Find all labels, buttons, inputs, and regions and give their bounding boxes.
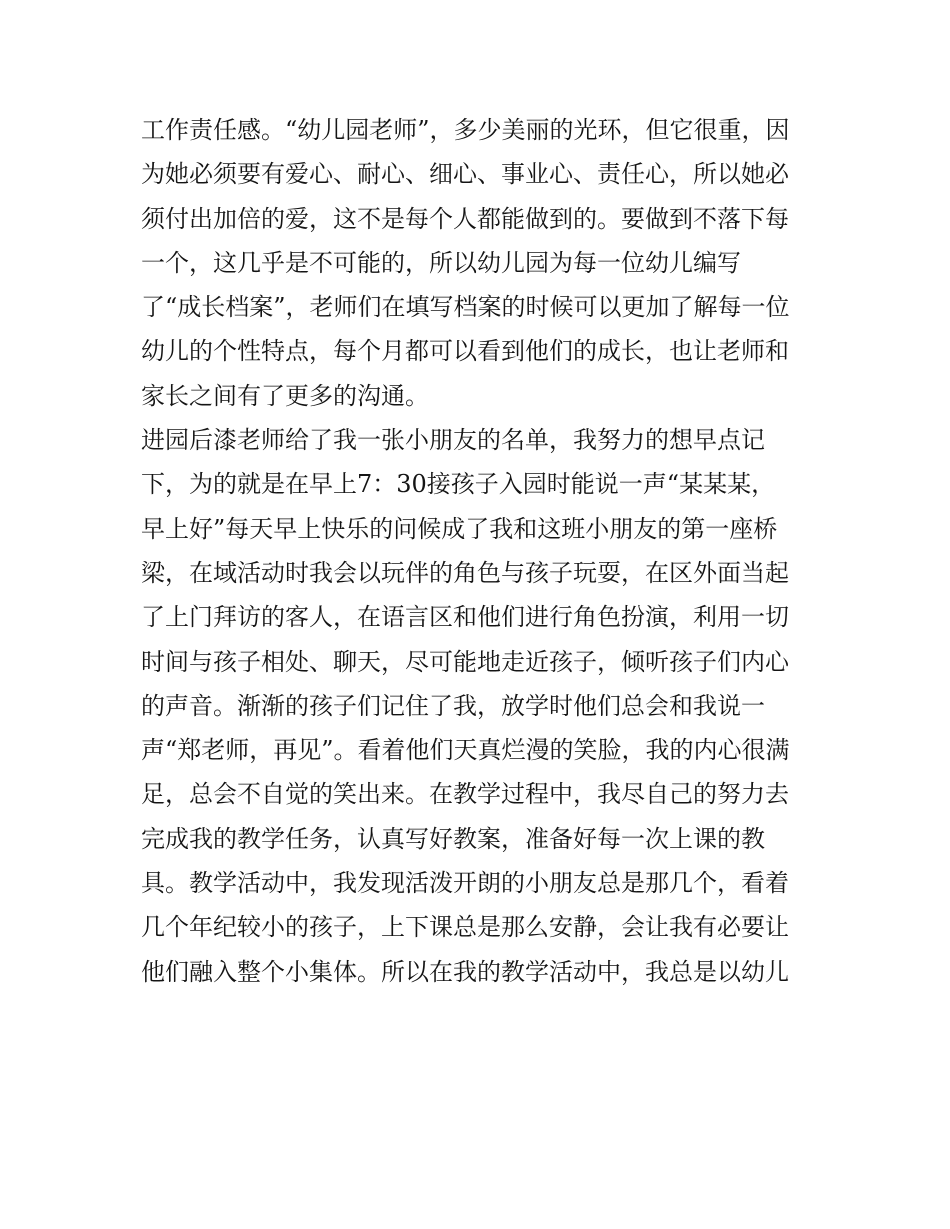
text-line: 梁，在域活动时我会以玩伴的角色与孩子玩耍，在区外面当起 [141,558,789,587]
text-line: 工作责任感。“幼儿园老师”，多少美丽的光环，但它很重，因 [141,116,790,144]
text-line: 了“成长档案”，老师们在填写档案的时候可以更加了解每一位 [141,293,790,322]
text-line: 须付出加倍的爱，这不是每个人都能做到的。要做到不落下每 [141,204,789,233]
text-line: 下，为的就是在早上7：30接孩子入园时能说一声“某某某， [141,470,776,499]
text-line: 幼儿的个性特点，每个月都可以看到他们的成长，也让老师和 [141,337,789,366]
text-line: 他们融入整个小集体。所以在我的教学活动中，我总是以幼儿 [141,957,789,986]
text-line: 一个，这几乎是不可能的，所以幼儿园为每一位幼儿编写 [141,248,741,277]
text-line: 家长之间有了更多的沟通。 [141,381,429,410]
text-line: 足，总会不自觉的笑出来。在教学过程中，我尽自己的努力去 [141,780,789,809]
text-line: 了上门拜访的客人，在语言区和他们进行角色扮演，利用一切 [141,603,789,632]
document-body [141,108,817,994]
text-line: 进园后漆老师给了我一张小朋友的名单，我努力的想早点记 [141,426,765,455]
text-line: 声“郑老师，再见”。看着他们天真烂漫的笑脸，我的内心很满 [141,736,790,765]
text-line: 具。教学活动中，我发现活泼开朗的小朋友总是那几个，看着 [141,869,789,898]
text-line: 的声音。渐渐的孩子们记住了我，放学时他们总会和我说一 [141,691,765,720]
text-line: 完成我的教学任务，认真写好教案，准备好每一次上课的教 [141,824,765,853]
text-line: 时间与孩子相处、聊天，尽可能地走近孩子，倾听孩子们内心 [141,647,789,676]
text-line: 早上好”每天早上快乐的问候成了我和这班小朋友的第一座桥 [141,514,778,543]
text-line: 几个年纪较小的孩子，上下课总是那么安静，会让我有必要让 [141,913,789,942]
text-line: 为她必须要有爱心、耐心、细心、事业心、责任心，所以她必 [141,160,789,189]
